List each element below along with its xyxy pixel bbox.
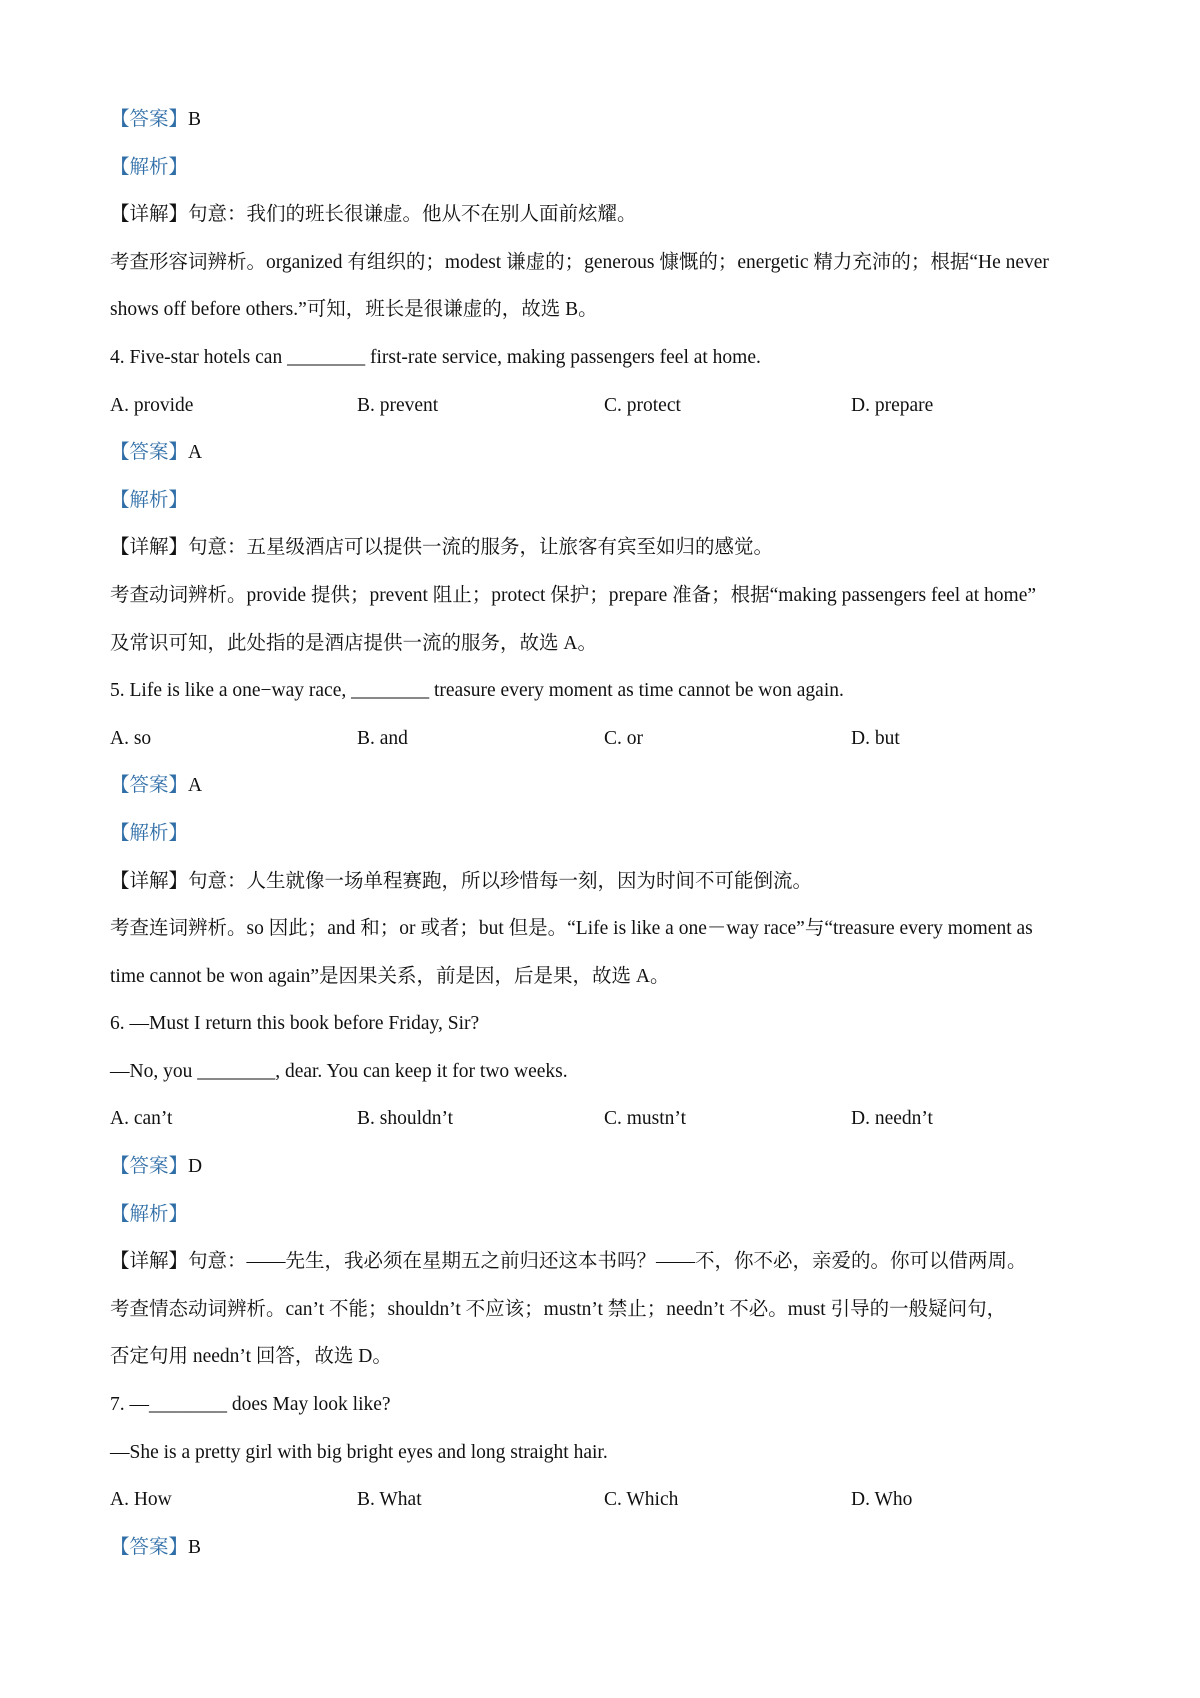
q3-detail-line-1 [110, 191, 1100, 239]
q5-answer: A [188, 775, 203, 797]
q4-question: 4. Five-star hotels can ________ first-rate service, making passengers feel at home. [110, 346, 761, 368]
q5-answer-line [110, 762, 1100, 810]
q4-option-c: C. protect [604, 394, 681, 416]
answer-tag: 【答案】 [110, 109, 189, 130]
q5-option-a: A. so [110, 727, 152, 749]
q5-detail-line-3: time cannot be won again”是因果关系，前是因，后是果，故选 A。 [110, 965, 670, 987]
q5-detail-line-1 [110, 858, 1100, 906]
q6-answer: D [188, 1156, 203, 1178]
q5-option-d: D. but [851, 727, 900, 749]
q7-options [110, 1476, 1100, 1524]
q6-option-d: D. needn’t [851, 1108, 933, 1130]
q4-detail-line-1 [110, 524, 1100, 572]
q4-option-b: B. prevent [357, 394, 439, 416]
answer-tag: 【答案】 [110, 1156, 189, 1178]
q5-detail-1: 句意：人生就像一场单程赛跑，所以珍惜每一刻，因为时间不可能倒流。 [188, 870, 813, 892]
document-page [110, 96, 1100, 1571]
detail-tag: 【详解】 [110, 870, 189, 892]
answer-tag: 【答案】 [110, 775, 189, 797]
q4-analysis-line [110, 477, 1100, 525]
q3-detail-line-2: 考查形容词辨析。organized 有组织的；modest 谦虚的；generous 慷慨的；energetic 精力充沛的；根据“He never [110, 251, 1049, 273]
q5-analysis-line [110, 810, 1100, 858]
q6-question-2: —No, you ________, dear. You can keep it for two weeks. [110, 1060, 568, 1082]
q4-answer-line [110, 429, 1100, 477]
q6-detail-1: 句意：——先生，我必须在星期五之前归还这本书吗？——不，你不必，亲爱的。你可以借两周。 [188, 1251, 1027, 1273]
q5-option-c: C. or [604, 727, 643, 749]
detail-tag: 【详解】 [110, 537, 189, 559]
q7-answer: B [188, 1536, 202, 1558]
q6-question-1: 6. —Must I return this book before Friday, Sir? [110, 1013, 480, 1035]
q4-answer: A [188, 442, 203, 464]
q4-detail-1: 句意：五星级酒店可以提供一流的服务，让旅客有宾至如归的感觉。 [188, 537, 774, 559]
q7-answer-line [110, 1524, 1100, 1572]
q7-option-d: D. Who [851, 1489, 913, 1511]
q6-options [110, 1095, 1100, 1143]
q6-analysis-line [110, 1191, 1100, 1239]
q5-option-b: B. and [357, 727, 408, 749]
q3-detail-line-3: shows off before others.”可知，班长是很谦虚的，故选 B。 [110, 299, 598, 321]
q7-question-2: —She is a pretty girl with big bright eyes and long straight hair. [110, 1441, 608, 1463]
q3-detail-1: 句意：我们的班长很谦虚。他从不在别人面前炫耀。 [188, 204, 637, 226]
answer-tag: 【答案】 [110, 442, 189, 464]
detail-tag: 【详解】 [110, 1251, 189, 1273]
q6-option-c: C. mustn’t [604, 1108, 686, 1130]
q5-question: 5. Life is like a one−way race, ________ treasure every moment as time cannot be won again. [110, 680, 844, 702]
answer-tag: 【答案】 [110, 1536, 189, 1558]
q7-option-a: A. How [110, 1489, 172, 1511]
analysis-tag: 【解析】 [110, 156, 189, 178]
q7-question-1: 7. —________ does May look like? [110, 1394, 391, 1416]
q3-analysis-line [110, 144, 1100, 192]
q4-detail-line-3: 及常识可知，此处指的是酒店提供一流的服务，故选 A。 [110, 632, 597, 654]
q6-option-b: B. shouldn’t [357, 1108, 454, 1130]
analysis-tag: 【解析】 [110, 822, 189, 844]
q7-option-c: C. Which [604, 1489, 679, 1511]
q6-answer-line [110, 1143, 1100, 1191]
q5-options [110, 715, 1100, 763]
q4-option-a: A. provide [110, 394, 194, 416]
q5-detail-line-2: 考查连词辨析。so 因此；and 和；or 或者；but 但是。“Life is like a one－way race”与“treasure every moment as [110, 918, 1033, 940]
analysis-tag: 【解析】 [110, 1203, 189, 1225]
q6-option-a: A. can’t [110, 1108, 173, 1130]
q3-answer-line [110, 96, 1100, 144]
q3-answer: B [188, 109, 202, 130]
q6-detail-line-3: 否定句用 needn’t 回答，故选 D。 [110, 1346, 392, 1368]
detail-tag: 【详解】 [110, 204, 189, 226]
q4-options [110, 382, 1100, 430]
analysis-tag: 【解析】 [110, 489, 189, 511]
q6-detail-line-1 [110, 1238, 1100, 1286]
q6-detail-line-2: 考查情态动词辨析。can’t 不能；shouldn’t 不应该；mustn’t 禁止；needn’t 不必。must 引导的一般疑问句， [110, 1298, 1007, 1320]
q7-option-b: B. What [357, 1489, 422, 1511]
q4-option-d: D. prepare [851, 394, 934, 416]
q4-detail-line-2: 考查动词辨析。provide 提供；prevent 阻止；protect 保护；prepare 准备；根据“making passengers feel at home” [110, 584, 1037, 606]
